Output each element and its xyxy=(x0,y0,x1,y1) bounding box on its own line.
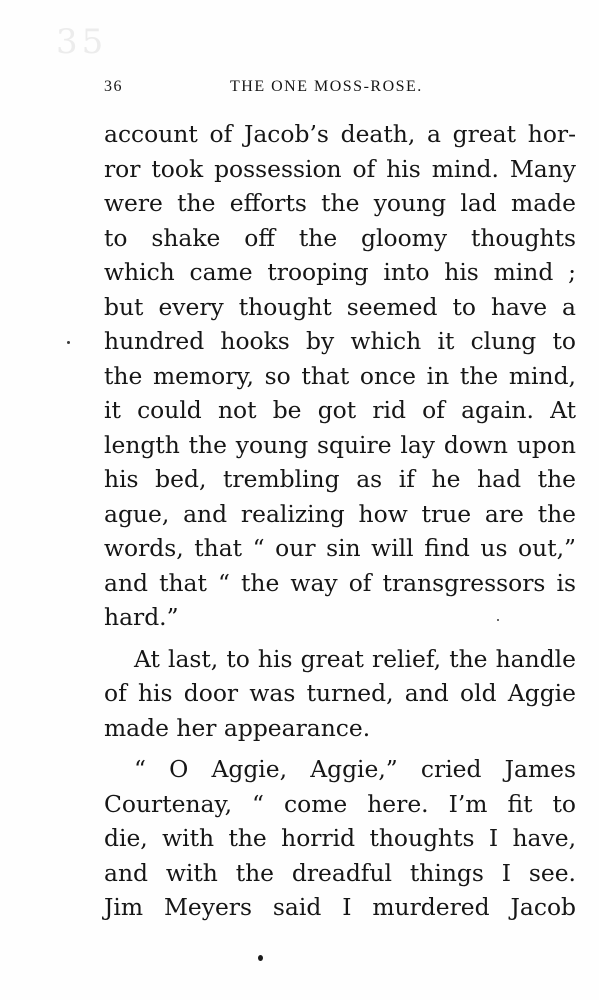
body-text xyxy=(104,117,576,925)
text-line: were the efforts the young lad made xyxy=(104,189,576,217)
text-line: and that “ the way of transgressors is xyxy=(104,568,576,597)
text-line: and with the dreadful things I see. xyxy=(104,858,576,887)
text-line: hard.” xyxy=(104,603,179,631)
text-line: which came trooping into his mind ; xyxy=(104,258,576,286)
text-line: words, that “ our sin will find us out,” xyxy=(104,534,576,562)
text-line: to shake off the gloomy thoughts xyxy=(104,223,576,252)
ink-speck xyxy=(497,619,499,621)
paragraph-gap xyxy=(104,745,576,752)
text-line: length the young squire lay down upon xyxy=(104,430,576,459)
text-line: his bed, trembling as if he had the xyxy=(104,465,576,493)
text-line: ague, and realizing how true are the xyxy=(104,499,576,528)
paragraph-gap xyxy=(104,635,576,642)
text-line: At last, to his great relief, the handle xyxy=(134,644,576,673)
text-line: ror took possession of his mind. Many xyxy=(104,154,576,183)
text-line: Courtenay, “ come here. I’m fit to xyxy=(104,789,576,818)
page-header xyxy=(104,78,574,100)
text-line: but every thought seemed to have a xyxy=(104,292,576,321)
text-line: “ O Aggie, Aggie,” cried James xyxy=(134,755,576,783)
page-number: 36 xyxy=(104,78,123,95)
text-line: the memory, so that once in the mind, xyxy=(104,361,576,390)
text-line: account of Jacob’s death, a great hor- xyxy=(104,120,576,148)
text-line: Jim Meyers said I murdered Jacob xyxy=(104,893,576,921)
text-line: of his door was turned, and old Aggie xyxy=(104,679,576,707)
text-line: die, with the horrid thoughts I have, xyxy=(104,824,576,852)
footer-dot xyxy=(258,955,263,961)
running-title: THE ONE MOSS-ROSE. xyxy=(230,78,423,95)
faint-pencil-mark: 35 xyxy=(56,22,108,62)
text-line: made her appearance. xyxy=(104,713,371,742)
ink-speck xyxy=(67,341,70,344)
text-line: hundred hooks by which it clung to xyxy=(104,327,576,355)
text-line: it could not be got rid of again. At xyxy=(104,396,576,424)
